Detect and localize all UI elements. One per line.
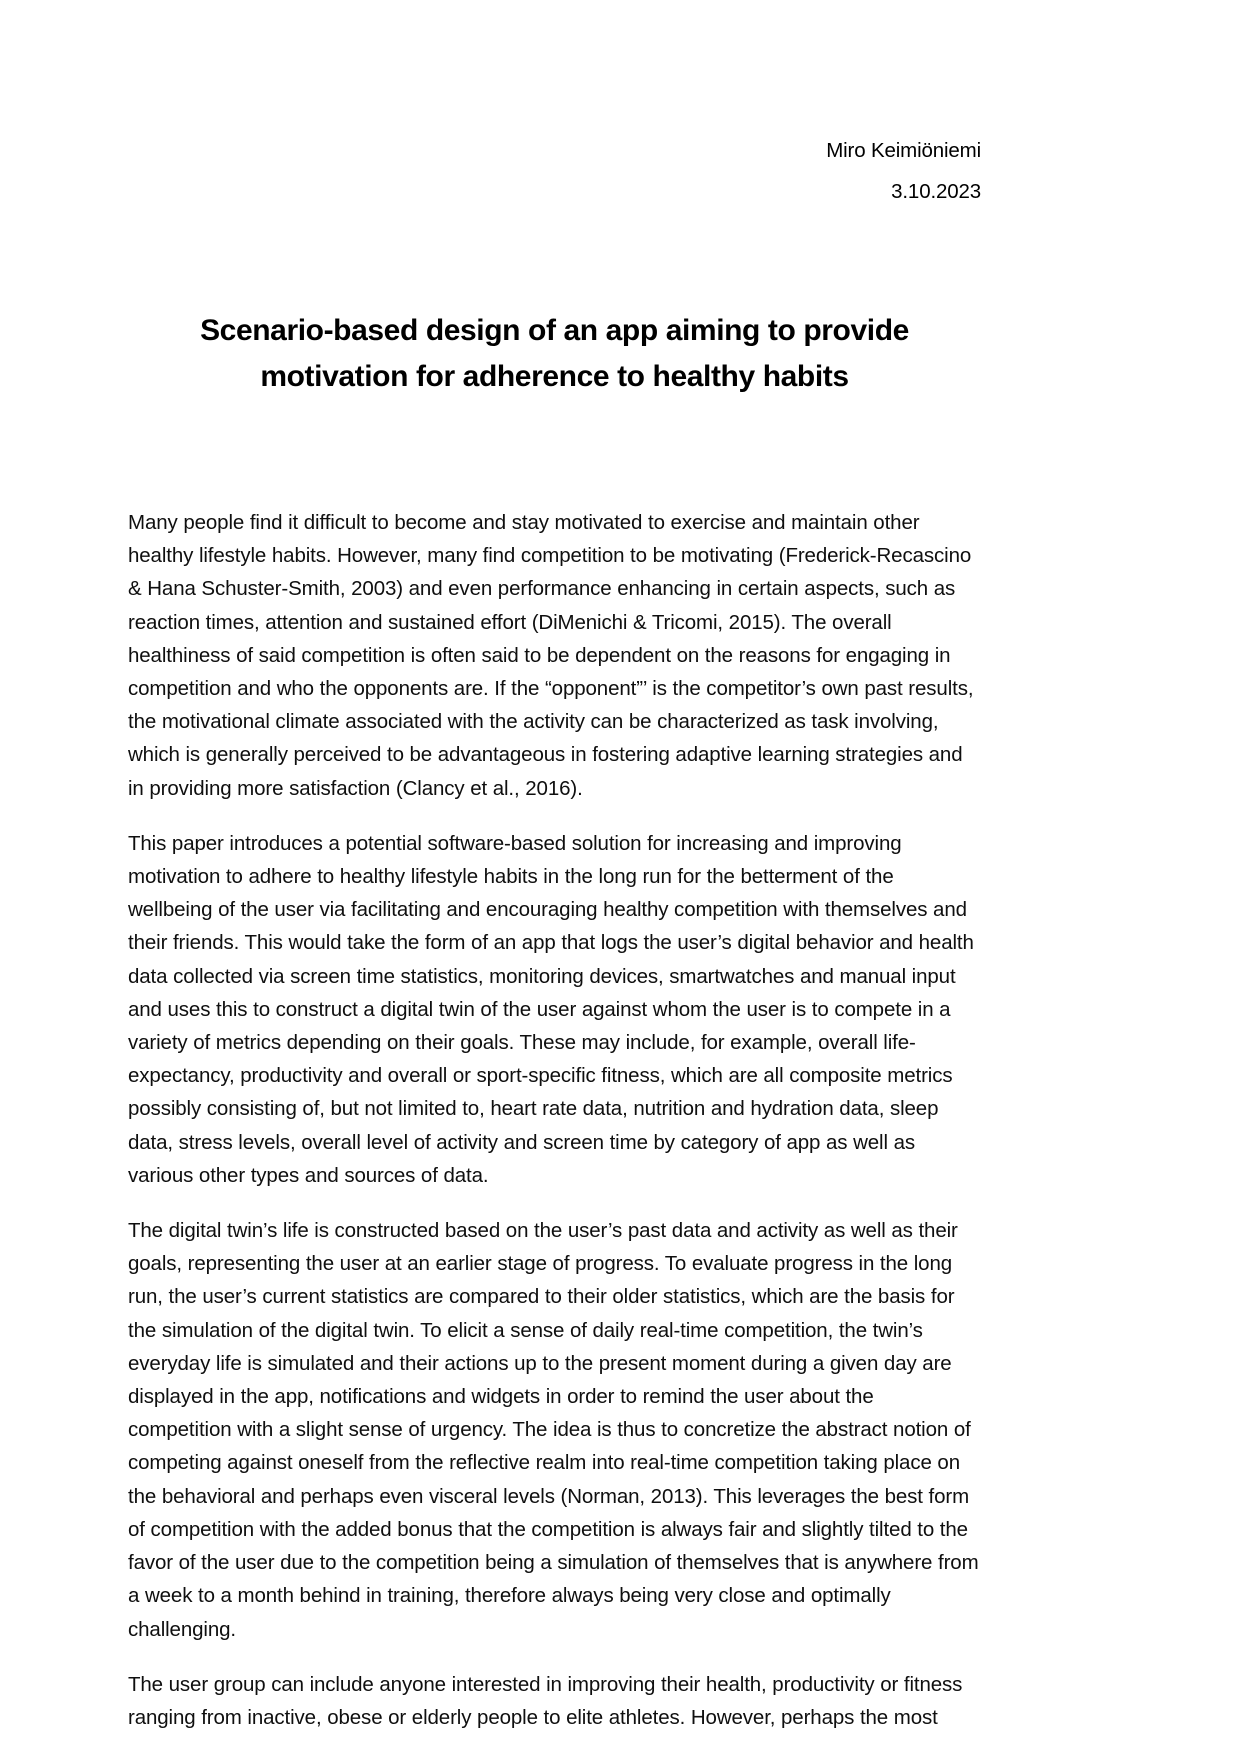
body-paragraph: The user group can include anyone interested in improving their health, productivity or fitness ranging from inactive, obese or elderly people to elite athletes. However, perhaps the most	[128, 1672, 963, 1729]
page-title-line-1: Scenario-based design of an app aiming to provide	[200, 314, 909, 347]
author-name: Miro Keimiöniemi	[826, 139, 981, 162]
body-paragraph: This paper introduces a potential software-based solution for increasing and improving motivation to adhere to healthy lifestyle habits in the long run for the betterment of the wellbeing of the user via facilitating and encouraging healthy competition with themselves and their friends. This would take the form of an app that logs the user’s digital behavior and health data collected via screen time statistics, monitoring devices, smartwatches and manual input and uses this to construct a digital twin of the user against whom the user is to compete in a variety of metrics depending on their goals. These may include, for example, overall life-expectancy, productivity and overall or sport-specific fitness, which are all composite metrics possibly consisting of, but not limited to, heart rate data, nutrition and hydration data, sleep data, stress levels, overall level of activity and screen time by category of app as well as various other types and sources of data.	[128, 831, 974, 1187]
document-body	[128, 506, 981, 1734]
page-title	[128, 308, 981, 400]
document-header	[128, 0, 981, 212]
body-paragraph: The digital twin’s life is constructed based on the user’s past data and activity as well as their goals, representing the user at an earlier stage of progress. To evaluate progress in the long run, the user’s current statistics are compared to their older statistics, which are the basis for the simulation of the digital twin. To elicit a sense of daily real-time competition, the twin’s everyday life is simulated and their actions up to the present moment during a given day are displayed in the app, notifications and widgets in order to remind the user about the competition with a slight sense of urgency. The idea is thus to concretize the abstract notion of competing against oneself from the reflective realm into real-time competition taking place on the behavioral and perhaps even visceral levels (Norman, 2013). This leverages the best form of competition with the added bonus that the competition is always fair and slightly tilted to the favor of the user due to the competition being a simulation of themselves that is anywhere from a week to a month behind in training, therefore always being very close and optimally challenging.	[128, 1219, 979, 1641]
body-paragraph: Many people find it difficult to become and stay motivated to exercise and maintain other healthy lifestyle habits. However, many find competition to be motivating (Frederick-Recascino & Hana Schuster-Smith, 2003) and even performance enhancing in certain aspects, such as reaction times, attention and sustained effort (DiMenichi & Tricomi, 2015). The overall healthiness of said competition is often said to be dependent on the reasons for engaging in competition and who the opponents are. If the “opponent”’ is the competitor’s own past results, the motivational climate associated with the activity can be characterized as task involving, which is generally perceived to be advantageous in fostering adaptive learning strategies and in providing more satisfaction (Clancy et al., 2016).	[128, 511, 974, 800]
page-title-line-2: motivation for adherence to healthy habits	[260, 360, 849, 393]
page-content	[128, 0, 981, 1734]
document-date: 3.10.2023	[891, 180, 981, 203]
